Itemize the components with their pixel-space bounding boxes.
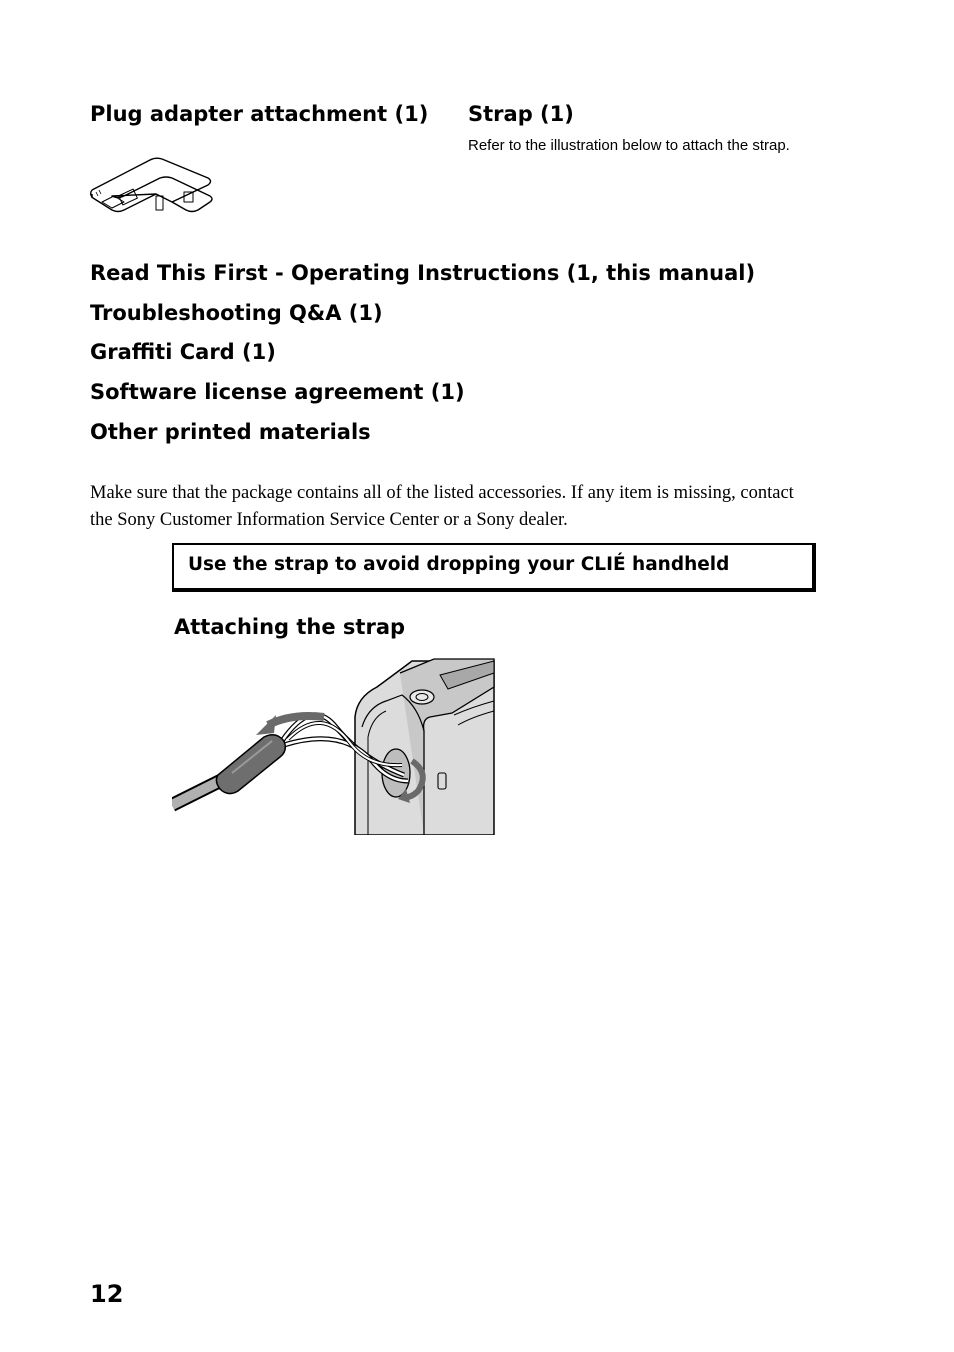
list-item: Troubleshooting Q&A (1): [90, 301, 383, 325]
strap-attachment-illustration: [172, 657, 496, 835]
plug-adapter-heading: Plug adapter attachment (1): [90, 102, 429, 126]
list-item: Read This First - Operating Instructions (1, this manual): [90, 261, 756, 285]
note-box: [172, 543, 816, 592]
body-paragraph: Make sure that the package contains all of the listed accessories. If any item is missing, contact the Sony Customer Information Service Center or a Sony dealer.: [90, 483, 794, 530]
page-number: 12: [90, 1280, 124, 1308]
strap-heading: Strap (1): [468, 102, 574, 126]
list-item: Other printed materials: [90, 420, 371, 444]
note-text: Use the strap to avoid dropping your CLIÉ handheld: [188, 554, 730, 575]
list-item: Graffiti Card (1): [90, 340, 276, 364]
attaching-strap-heading: Attaching the strap: [174, 615, 406, 639]
plug-adapter-illustration: [88, 152, 218, 218]
list-item: Software license agreement (1): [90, 380, 465, 404]
strap-description: Refer to the illustration below to attach the strap.: [468, 137, 790, 154]
